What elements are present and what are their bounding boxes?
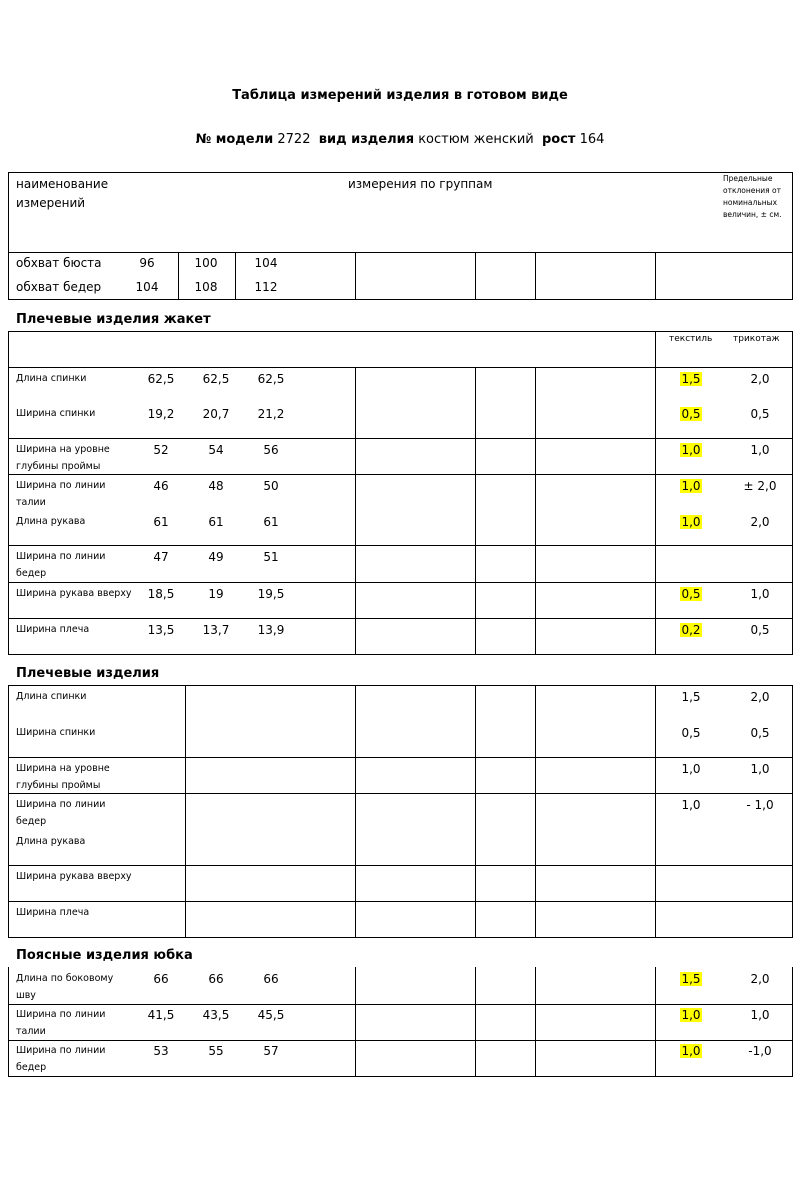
jacket-row-4-v2: 61 [208,515,224,529]
jacket-row-6-knit: 1,0 [750,587,770,601]
general-row-4-name-0: Длина рукава [16,836,86,847]
jacket-row-5-name-1: бедер [16,568,47,579]
jacket-row-5-v3: 51 [263,550,279,564]
header-deviation-2: отклонения от [723,186,782,195]
jacket-row-0-v3: 62,5 [257,372,285,386]
jacket-row-2-textile [671,443,711,457]
model-line [0,132,800,147]
jacket-row-3-v1: 46 [153,479,169,493]
jacket-row-2-knit: 1,0 [750,443,770,457]
jacket-row-3-textile-highlight: 1,0 [681,479,701,493]
header-deviation-1: Предельные [723,174,773,183]
skirt-row-2-v1: 53 [153,1044,169,1058]
jacket-row-3-knit: ± 2,0 [743,479,777,493]
jacket-row-1-textile [671,407,711,421]
skirt-row-1-v1: 41,5 [147,1008,175,1022]
jacket-row-7-v2: 13,7 [202,623,230,637]
skirt-row-0-textile-highlight: 1,5 [681,972,701,986]
general-row-2-textile: 1,0 [681,762,701,776]
general-row-5-name-0: Ширина рукава вверху [16,871,132,882]
jacket-row-7-knit: 0,5 [750,623,770,637]
jacket-row-4-knit: 2,0 [750,515,770,529]
header-name-line1: наименование [16,177,109,191]
basic-row-0-v3: 104 [254,256,278,270]
jacket-row-1-v1: 19,2 [147,407,175,421]
skirt-row-0-v3: 66 [263,972,279,986]
type-label: вид изделия [318,132,415,147]
jacket-row-5-name-0: Ширина по линии [16,551,106,562]
general-row-3-knit: - 1,0 [746,798,774,812]
skirt-row-1-name-0: Ширина по линии [16,1009,106,1020]
jacket-row-2-v2: 54 [208,443,224,457]
jacket-row-6-name-0: Ширина рукава вверху [16,588,132,599]
skirt-row-1-v3: 45,5 [257,1008,285,1022]
skirt-row-0-v1: 66 [153,972,169,986]
jacket-row-0-knit: 2,0 [750,372,770,386]
jacket-row-3-textile [671,479,711,493]
jacket-row-2-textile-highlight: 1,0 [681,443,701,457]
jacket-row-6-v3: 19,5 [257,587,285,601]
basic-row-1-v3: 112 [254,280,278,294]
jacket-row-4-textile [671,515,711,529]
general-row-0-knit: 2,0 [750,690,770,704]
jacket-row-7-name-0: Ширина плеча [16,624,90,635]
skirt-row-1-v2: 43,5 [202,1008,230,1022]
skirt-row-1-textile-highlight: 1,0 [681,1008,701,1022]
general-row-3-textile: 1,0 [681,798,701,812]
jacket-row-1-textile-highlight: 0,5 [681,407,701,421]
skirt-row-1-name-1: талии [16,1026,46,1037]
jacket-row-4-name-0: Длина рукава [16,516,86,527]
height-label: рост [541,132,576,147]
header-name-line2: измерений [16,196,86,210]
general-row-1-name-0: Ширина спинки [16,727,96,738]
general-row-6-name-0: Ширина плеча [16,907,90,918]
jacket-row-2-name-0: Ширина на уровне [16,444,110,455]
section-title-jacket: Плечевые изделия жакет [16,312,211,327]
jacket-row-0-v1: 62,5 [147,372,175,386]
jacket-row-0-v2: 62,5 [202,372,230,386]
header-deviation-3: номинальных [723,198,778,207]
jacket-row-0-name-0: Длина спинки [16,373,87,384]
general-row-3-name-1: бедер [16,816,47,827]
basic-row-1-v2: 108 [194,280,218,294]
type-value: костюм женский [418,132,534,147]
general-row-0-name-0: Длина спинки [16,691,87,702]
jacket-row-1-knit: 0,5 [750,407,770,421]
general-row-1-knit: 0,5 [750,726,770,740]
general-row-0-textile: 1,5 [681,690,701,704]
jacket-row-3-v2: 48 [208,479,224,493]
jacket-row-0-textile-highlight: 1,5 [681,372,701,386]
general-row-2-knit: 1,0 [750,762,770,776]
skirt-row-1-knit: 1,0 [750,1008,770,1022]
skirt-row-0-knit: 2,0 [750,972,770,986]
basic-row-0-v1: 96 [139,256,155,270]
jacket-row-7-textile [671,623,711,637]
jacket-row-2-v1: 52 [153,443,169,457]
basic-row-0-name: обхват бюста [16,256,102,270]
skirt-row-0-name-0: Длина по боковому [16,973,114,984]
model-value: 2722 [277,132,311,147]
jacket-row-3-name-0: Ширина по линии [16,480,106,491]
basic-row-1-name: обхват бедер [16,280,102,294]
skirt-row-2-name-0: Ширина по линии [16,1045,106,1056]
jacket-row-0-textile [671,372,711,386]
skirt-row-0-v2: 66 [208,972,224,986]
skirt-row-1-textile [671,1008,711,1022]
jacket-row-7-v3: 13,9 [257,623,285,637]
jacket-row-5-v1: 47 [153,550,169,564]
jacket-row-2-name-1: глубины проймы [16,461,101,472]
jacket-row-3-v3: 50 [263,479,279,493]
jacket-row-4-v1: 61 [153,515,169,529]
height-value: 164 [579,132,605,147]
skirt-row-0-name-1: шву [16,990,36,1001]
section-title-general: Плечевые изделия [16,666,160,681]
skirt-row-2-knit: -1,0 [748,1044,772,1058]
jacket-row-2-v3: 56 [263,443,279,457]
jacket-row-6-textile [671,587,711,601]
skirt-row-2-name-1: бедер [16,1062,47,1073]
general-row-1-textile: 0,5 [681,726,701,740]
basic-row-1-v1: 104 [135,280,159,294]
skirt-row-0-textile [671,972,711,986]
textile-header: текстиль [669,334,713,344]
jacket-row-6-v1: 18,5 [147,587,175,601]
header-deviation-4: величин, ± см. [723,210,782,219]
jacket-row-3-name-1: талии [16,497,46,508]
general-row-2-name-1: глубины проймы [16,780,101,791]
jacket-row-1-v3: 21,2 [257,407,285,421]
general-row-2-name-0: Ширина на уровне [16,763,110,774]
section-title-skirt: Поясные изделия юбка [16,948,193,963]
skirt-row-2-textile-highlight: 1,0 [681,1044,701,1058]
header-groups: измерения по группам [348,177,493,191]
jacket-row-6-v2: 19 [208,587,224,601]
jacket-row-4-textile-highlight: 1,0 [681,515,701,529]
knit-header: трикотаж [733,334,780,344]
skirt-row-2-v3: 57 [263,1044,279,1058]
model-label: № модели [195,132,274,147]
skirt-row-2-v2: 55 [208,1044,224,1058]
jacket-row-1-name-0: Ширина спинки [16,408,96,419]
skirt-row-2-textile [671,1044,711,1058]
basic-row-0-v2: 100 [194,256,218,270]
jacket-row-7-v1: 13,5 [147,623,175,637]
jacket-row-7-textile-highlight: 0,2 [681,623,701,637]
page-title: Таблица измерений изделия в готовом виде [232,88,568,103]
jacket-row-1-v2: 20,7 [202,407,230,421]
jacket-row-5-v2: 49 [208,550,224,564]
general-row-3-name-0: Ширина по линии [16,799,106,810]
jacket-row-4-v3: 61 [263,515,279,529]
jacket-row-6-textile-highlight: 0,5 [681,587,701,601]
